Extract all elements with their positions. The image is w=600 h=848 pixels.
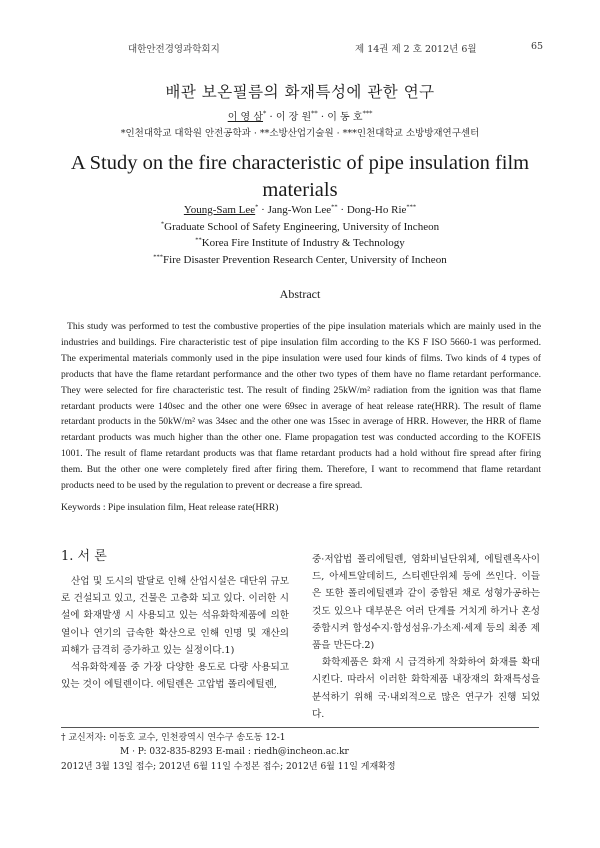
english-authors [0,204,600,216]
author-mark: * [263,109,267,118]
author-name: Young-Sam Lee [183,204,256,216]
english-title-line: materials [262,179,338,201]
english-affiliation [0,221,600,233]
affiliation-text: Korea Fire Institute of Industry & Technology [201,237,405,249]
author-name: 이 동 호 [327,112,363,123]
section-heading: 1. 서 론 [61,549,107,564]
author-separator: · [266,112,276,123]
author-mark: ** [331,203,338,211]
english-title [0,150,600,204]
author-mark: *** [406,203,417,211]
korean-title: 배관 보온필름의 화재특성에 관한 연구 [165,83,435,101]
korean-authors [0,108,600,123]
affiliation-mark: ** [195,236,202,244]
issue-info: 제 14권 제 2 호 2012년 6월 [355,44,477,55]
author-separator: · [258,204,268,216]
affiliation-mark: * [160,220,165,228]
submission-dates: 2012년 3월 13일 접수; 2012년 6월 11일 수정본 접수; 2012년 6월 11일 게재확정 [61,762,396,772]
author-mark: * [255,203,259,211]
body-paragraph: 산업 및 도시의 발달로 인해 산업시설은 대단위 규모로 건설되고 있고, 건물은 고층화 되고 있다. 이러한 시설에 화재발생 시 사용되고 있는 석유화학제품에 의한 열이나 연기의 급속한 확산으로 인해 인명 및 재산의 피해가 급격히 증가하고 있는 실정이다.1) [61,576,289,656]
keywords: Keywords : Pipe insulation film, Heat release rate(HRR) [61,502,279,513]
corresponding-author: † 교신저자: 이동호 교수, 인천광역시 연수구 송도동 12-1 [61,733,286,743]
english-title-line: A Study on the fire characteristic of pipe insulation film [70,152,530,174]
author-name: Dong-Ho Rie [346,204,407,216]
korean-affiliations: *인천대학교 대학원 안전공학과 · **소방산업기술원 · ***인천대학교 소방방재연구센터 [120,128,480,139]
affiliation-text: Graduate School of Safety Engineering, University of Incheon [164,221,440,233]
page-number: 65 [531,41,544,52]
body-paragraph: 화학제품은 화재 시 급격하게 착화하여 화재를 확대시킨다. 따라서 이러한 화학제품 내장재의 화재특성을 분석하기 위해 국·내외적으로 많은 연구가 진행 되었다. [312,657,540,720]
body-column-right [312,551,540,723]
english-affiliation [0,254,600,266]
affiliation-mark: *** [153,253,164,261]
author-mark: ** [311,109,318,118]
journal-name: 대한안전경영과학회지 [128,44,220,55]
body-column-left [61,573,289,693]
abstract-heading: Abstract [279,287,321,301]
author-name: 이 장 원 [275,112,312,123]
body-paragraph: 중·저압법 폴리에틸렌, 염화비닐단위체, 에틸렌옥사이드, 아세트알데히드, 스티렌단위체 등에 쓰인다. 이들은 또한 폴리에틸렌과 같이 중합된 채로 성형가공하는 것도 있으나 대부분은 여러 단계를 거치게 하거나 혼성 중합시켜 합성수지·합성섬유·가소제·세제 등의 최종 제품을 만든다.2) [312,554,540,652]
author-mark: *** [362,109,373,118]
author-separator: · [317,112,328,123]
author-name: Jang-Won Lee [267,204,332,216]
author-separator: · [337,204,347,216]
contact-info: M · P: 032-835-8293 E-mail : riedh@incheon.ac.kr [120,747,349,757]
body-paragraph: 석유화학제품 중 가장 다양한 용도로 다량 사용되고 있는 것이 에틸렌이다. 에틸렌은 고압법 폴리에틸렌, [61,662,289,691]
abstract-body: This study was performed to test the combustive properties of the pipe insulation materials which are mainly used in the industries and buildings. Fire characteristic test of pipe insulation film according to the KS F ISO 5660-1 was performed. The experimental materials commonly used in the pipe insulation were used four kinds of films. Two kinds of 4 types of products that have the flame retardant performance and the other two types of them have no flame retardant performance. They were selected for fire characteristic test. The result of finding 25kW/m² radiation from the ignition was that flame retardant products were 140sec and the other one were 69sec in average of heat release rate(HRR). The result of flame retardant products in the 50kW/m² was 34sec and the other one was 15sec in average of HRR. However, the HRR of flame retardant products was much higher than the other one. Flame propagation test was conducted according to the KOFEIS 1001. The result of flame retardant products was that flame retardant products had a hold without fire spread after firing them. But the other one were completely fired after firing them. Therefore, I want to recommend that flame retardant products need to be used by the regulation to prevent or decrease a fire spread. [61,321,541,492]
footnote-divider [61,727,539,728]
author-name: 이 영 삼 [227,112,264,123]
affiliation-text: Fire Disaster Prevention Research Center, University of Incheon [163,254,447,266]
english-affiliation [0,237,600,249]
